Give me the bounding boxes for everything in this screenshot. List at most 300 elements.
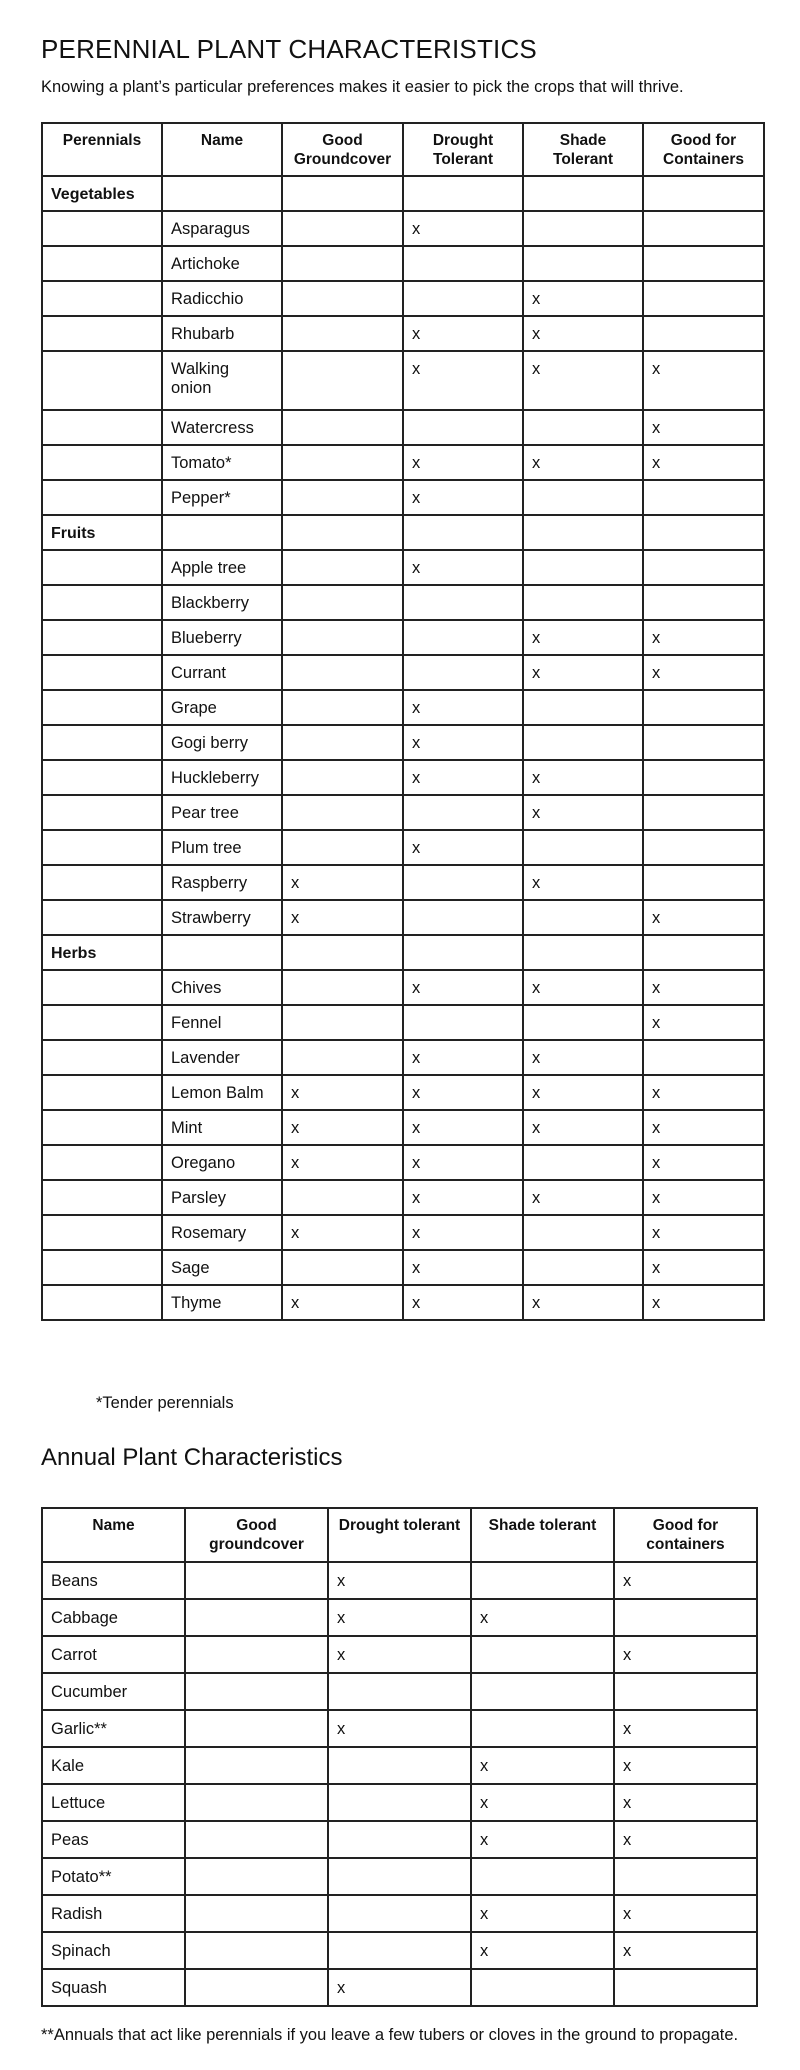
plant-name: Rosemary — [162, 1215, 282, 1250]
groundcover-cell — [282, 1250, 403, 1285]
perennial-table-body — [42, 176, 764, 1320]
shade-cell: x — [471, 1821, 614, 1858]
empty-cell — [282, 515, 403, 550]
groundcover-cell — [282, 1040, 403, 1075]
containers-cell — [643, 316, 764, 351]
shade-cell: x — [523, 1075, 643, 1110]
table-row — [42, 1710, 757, 1747]
table-row — [42, 655, 764, 690]
plant-name: Currant — [162, 655, 282, 690]
containers-cell: x — [643, 1215, 764, 1250]
drought-cell: x — [328, 1562, 471, 1599]
plant-name: Blueberry — [162, 620, 282, 655]
drought-cell: x — [403, 211, 523, 246]
shade-cell: x — [523, 281, 643, 316]
plant-name: Beans — [42, 1562, 185, 1599]
groundcover-cell — [282, 211, 403, 246]
groundcover-cell — [185, 1636, 328, 1673]
drought-cell: x — [403, 351, 523, 410]
containers-cell: x — [643, 1250, 764, 1285]
drought-cell — [403, 865, 523, 900]
containers-cell — [614, 1599, 757, 1636]
perennial-subtitle: Knowing a plant’s particular preferences makes it easier to pick the crops that will thrive. — [41, 78, 684, 96]
plant-name: Squash — [42, 1969, 185, 2006]
containers-cell: x — [643, 900, 764, 935]
containers-cell — [643, 246, 764, 281]
empty-cell — [42, 970, 162, 1005]
drought-cell: x — [403, 1040, 523, 1075]
containers-cell: x — [643, 1145, 764, 1180]
empty-cell — [42, 1110, 162, 1145]
shade-cell — [471, 1969, 614, 2006]
empty-cell — [42, 830, 162, 865]
plant-name: Huckleberry — [162, 760, 282, 795]
column-header: Good for Containers — [643, 123, 764, 176]
drought-cell: x — [403, 480, 523, 515]
empty-cell — [42, 620, 162, 655]
plant-name: Lettuce — [42, 1784, 185, 1821]
plant-name: Strawberry — [162, 900, 282, 935]
plant-name: Blackberry — [162, 585, 282, 620]
containers-cell: x — [643, 410, 764, 445]
shade-cell: x — [523, 1285, 643, 1320]
drought-cell — [403, 795, 523, 830]
groundcover-cell — [282, 281, 403, 316]
table-row — [42, 550, 764, 585]
empty-cell — [42, 1005, 162, 1040]
table-row — [42, 1180, 764, 1215]
drought-cell: x — [328, 1599, 471, 1636]
drought-cell — [403, 585, 523, 620]
containers-cell: x — [643, 351, 764, 410]
shade-cell — [523, 830, 643, 865]
drought-cell — [328, 1858, 471, 1895]
containers-cell: x — [643, 1005, 764, 1040]
table-row — [42, 1932, 757, 1969]
drought-cell: x — [403, 1215, 523, 1250]
shade-cell: x — [471, 1747, 614, 1784]
plant-name: Garlic** — [42, 1710, 185, 1747]
plant-name: Chives — [162, 970, 282, 1005]
shade-cell: x — [523, 865, 643, 900]
containers-cell — [643, 725, 764, 760]
groundcover-cell — [282, 795, 403, 830]
drought-cell: x — [403, 1075, 523, 1110]
shade-cell — [523, 585, 643, 620]
table-row — [42, 1747, 757, 1784]
column-header: Good Groundcover — [282, 123, 403, 176]
containers-cell — [643, 865, 764, 900]
drought-cell: x — [403, 830, 523, 865]
drought-cell: x — [403, 1285, 523, 1320]
groundcover-cell — [282, 585, 403, 620]
containers-cell — [643, 211, 764, 246]
column-header: Good groundcover — [185, 1508, 328, 1562]
plant-name: Peas — [42, 1821, 185, 1858]
shade-cell — [523, 900, 643, 935]
drought-cell: x — [403, 970, 523, 1005]
groundcover-cell — [185, 1673, 328, 1710]
plant-name: Potato** — [42, 1858, 185, 1895]
containers-cell: x — [614, 1784, 757, 1821]
table-row — [42, 1821, 757, 1858]
containers-cell: x — [614, 1747, 757, 1784]
plant-name: Radish — [42, 1895, 185, 1932]
groundcover-cell: x — [282, 865, 403, 900]
table-row — [42, 1145, 764, 1180]
drought-cell: x — [403, 316, 523, 351]
containers-cell: x — [643, 445, 764, 480]
plant-name: Mint — [162, 1110, 282, 1145]
empty-cell — [523, 176, 643, 211]
annual-table-header — [42, 1508, 757, 1562]
containers-cell — [643, 281, 764, 316]
table-row — [42, 795, 764, 830]
plant-name: Walking onion — [162, 351, 282, 410]
plant-name: Gogi berry — [162, 725, 282, 760]
empty-cell — [403, 515, 523, 550]
empty-cell — [42, 351, 162, 410]
containers-cell: x — [643, 1285, 764, 1320]
plant-name: Cucumber — [42, 1673, 185, 1710]
table-row — [42, 445, 764, 480]
empty-cell — [42, 900, 162, 935]
drought-cell: x — [403, 725, 523, 760]
plant-name: Rhubarb — [162, 316, 282, 351]
containers-cell — [614, 1673, 757, 1710]
groundcover-cell — [282, 410, 403, 445]
empty-cell — [403, 935, 523, 970]
column-header: Drought tolerant — [328, 1508, 471, 1562]
empty-cell — [42, 760, 162, 795]
shade-cell: x — [523, 1040, 643, 1075]
containers-cell: x — [614, 1710, 757, 1747]
groundcover-cell — [282, 725, 403, 760]
empty-cell — [282, 935, 403, 970]
annual-table — [41, 1507, 758, 2007]
groundcover-cell — [282, 620, 403, 655]
groundcover-cell — [282, 970, 403, 1005]
drought-cell — [328, 1673, 471, 1710]
containers-cell — [643, 830, 764, 865]
empty-cell — [42, 410, 162, 445]
plant-name: Thyme — [162, 1285, 282, 1320]
containers-cell: x — [614, 1895, 757, 1932]
drought-cell — [403, 246, 523, 281]
containers-cell: x — [643, 1075, 764, 1110]
empty-cell — [162, 176, 282, 211]
category-row — [42, 515, 764, 550]
plant-name: Sage — [162, 1250, 282, 1285]
empty-cell — [162, 515, 282, 550]
groundcover-cell — [185, 1858, 328, 1895]
groundcover-cell — [282, 246, 403, 281]
plant-name: Oregano — [162, 1145, 282, 1180]
plant-name: Artichoke — [162, 246, 282, 281]
empty-cell — [42, 865, 162, 900]
shade-cell: x — [523, 445, 643, 480]
shade-cell: x — [471, 1599, 614, 1636]
empty-cell — [643, 935, 764, 970]
perennial-table — [41, 122, 765, 1321]
table-row — [42, 281, 764, 316]
drought-cell: x — [403, 1180, 523, 1215]
drought-cell: x — [403, 550, 523, 585]
column-header: Name — [162, 123, 282, 176]
plant-name: Plum tree — [162, 830, 282, 865]
containers-cell: x — [643, 1180, 764, 1215]
shade-cell — [471, 1562, 614, 1599]
plant-name: Pepper* — [162, 480, 282, 515]
empty-cell — [403, 176, 523, 211]
empty-cell — [523, 515, 643, 550]
table-row — [42, 900, 764, 935]
shade-cell — [523, 246, 643, 281]
containers-cell: x — [643, 970, 764, 1005]
containers-cell — [643, 585, 764, 620]
empty-cell — [42, 690, 162, 725]
containers-cell: x — [643, 1110, 764, 1145]
plant-name: Radicchio — [162, 281, 282, 316]
shade-cell — [523, 1215, 643, 1250]
drought-cell: x — [403, 1110, 523, 1145]
annual-footnote: **Annuals that act like perennials if you leave a few tubers or cloves in the ground to propagate. — [41, 2026, 739, 2044]
empty-cell — [42, 1145, 162, 1180]
containers-cell — [643, 795, 764, 830]
table-row — [42, 690, 764, 725]
containers-cell — [643, 550, 764, 585]
groundcover-cell — [185, 1710, 328, 1747]
groundcover-cell — [282, 480, 403, 515]
annual-table-body — [42, 1562, 757, 2006]
drought-cell — [403, 900, 523, 935]
groundcover-cell: x — [282, 900, 403, 935]
table-row — [42, 585, 764, 620]
containers-cell: x — [614, 1932, 757, 1969]
groundcover-cell — [282, 690, 403, 725]
shade-cell: x — [471, 1932, 614, 1969]
category-label: Vegetables — [42, 176, 162, 211]
drought-cell — [328, 1821, 471, 1858]
table-row — [42, 410, 764, 445]
table-row — [42, 1969, 757, 2006]
containers-cell — [614, 1969, 757, 2006]
groundcover-cell — [282, 655, 403, 690]
groundcover-cell: x — [282, 1145, 403, 1180]
column-header: Good for containers — [614, 1508, 757, 1562]
drought-cell: x — [328, 1969, 471, 2006]
column-header: Drought Tolerant — [403, 123, 523, 176]
shade-cell: x — [523, 351, 643, 410]
drought-cell — [403, 1005, 523, 1040]
shade-cell: x — [523, 655, 643, 690]
plant-name: Apple tree — [162, 550, 282, 585]
plant-name: Tomato* — [162, 445, 282, 480]
containers-cell: x — [614, 1636, 757, 1673]
shade-cell: x — [523, 1110, 643, 1145]
table-row — [42, 1250, 764, 1285]
empty-cell — [162, 935, 282, 970]
table-row — [42, 1040, 764, 1075]
groundcover-cell — [282, 1180, 403, 1215]
category-row — [42, 935, 764, 970]
shade-cell — [471, 1710, 614, 1747]
empty-cell — [42, 480, 162, 515]
table-row — [42, 970, 764, 1005]
shade-cell: x — [523, 1180, 643, 1215]
table-row — [42, 1895, 757, 1932]
column-header: Perennials — [42, 123, 162, 176]
containers-cell: x — [643, 655, 764, 690]
groundcover-cell: x — [282, 1110, 403, 1145]
drought-cell: x — [403, 690, 523, 725]
containers-cell — [643, 690, 764, 725]
shade-cell — [523, 550, 643, 585]
groundcover-cell — [185, 1895, 328, 1932]
shade-cell: x — [523, 316, 643, 351]
perennial-footnote: *Tender perennials — [96, 1394, 234, 1412]
groundcover-cell: x — [282, 1215, 403, 1250]
table-row — [42, 865, 764, 900]
empty-cell — [42, 585, 162, 620]
category-row — [42, 176, 764, 211]
containers-cell — [614, 1858, 757, 1895]
containers-cell — [643, 480, 764, 515]
shade-cell — [471, 1858, 614, 1895]
empty-cell — [643, 515, 764, 550]
empty-cell — [42, 795, 162, 830]
plant-name: Spinach — [42, 1932, 185, 1969]
containers-cell: x — [643, 620, 764, 655]
groundcover-cell — [185, 1821, 328, 1858]
plant-name: Watercress — [162, 410, 282, 445]
drought-cell — [328, 1747, 471, 1784]
plant-name: Raspberry — [162, 865, 282, 900]
groundcover-cell — [282, 760, 403, 795]
plant-name: Grape — [162, 690, 282, 725]
groundcover-cell — [185, 1969, 328, 2006]
perennial-title: PERENNIAL PLANT CHARACTERISTICS — [41, 34, 537, 64]
shade-cell — [523, 1005, 643, 1040]
plant-name: Parsley — [162, 1180, 282, 1215]
empty-cell — [42, 550, 162, 585]
groundcover-cell — [282, 1005, 403, 1040]
table-row — [42, 351, 764, 410]
empty-cell — [42, 1250, 162, 1285]
empty-cell — [42, 1215, 162, 1250]
drought-cell: x — [403, 1250, 523, 1285]
shade-cell: x — [523, 970, 643, 1005]
table-row — [42, 1215, 764, 1250]
shade-cell: x — [523, 620, 643, 655]
shade-cell — [523, 1145, 643, 1180]
containers-cell: x — [614, 1562, 757, 1599]
shade-cell — [523, 410, 643, 445]
drought-cell — [328, 1784, 471, 1821]
table-row — [42, 1005, 764, 1040]
table-row — [42, 1285, 764, 1320]
table-row — [42, 211, 764, 246]
table-row — [42, 316, 764, 351]
plant-name: Lemon Balm — [162, 1075, 282, 1110]
plant-name: Pear tree — [162, 795, 282, 830]
drought-cell — [403, 655, 523, 690]
drought-cell — [328, 1932, 471, 1969]
category-label: Herbs — [42, 935, 162, 970]
empty-cell — [42, 1285, 162, 1320]
groundcover-cell: x — [282, 1285, 403, 1320]
column-header: Shade tolerant — [471, 1508, 614, 1562]
drought-cell — [403, 620, 523, 655]
shade-cell — [471, 1673, 614, 1710]
column-header: Name — [42, 1508, 185, 1562]
table-row — [42, 1673, 757, 1710]
empty-cell — [42, 655, 162, 690]
drought-cell: x — [403, 445, 523, 480]
groundcover-cell — [282, 550, 403, 585]
containers-cell — [643, 760, 764, 795]
table-row — [42, 1110, 764, 1145]
containers-cell — [643, 1040, 764, 1075]
empty-cell — [643, 176, 764, 211]
table-row — [42, 1636, 757, 1673]
plant-name: Kale — [42, 1747, 185, 1784]
empty-cell — [42, 246, 162, 281]
drought-cell — [328, 1895, 471, 1932]
table-row — [42, 1075, 764, 1110]
perennial-table-header — [42, 123, 764, 176]
annual-title: Annual Plant Characteristics — [41, 1444, 343, 1471]
groundcover-cell — [185, 1747, 328, 1784]
empty-cell — [42, 1075, 162, 1110]
groundcover-cell — [185, 1599, 328, 1636]
table-row — [42, 620, 764, 655]
empty-cell — [42, 725, 162, 760]
empty-cell — [42, 445, 162, 480]
table-row — [42, 760, 764, 795]
shade-cell — [523, 725, 643, 760]
shade-cell — [523, 480, 643, 515]
empty-cell — [42, 281, 162, 316]
table-row — [42, 1599, 757, 1636]
plant-name: Lavender — [162, 1040, 282, 1075]
drought-cell — [403, 410, 523, 445]
empty-cell — [523, 935, 643, 970]
header-row — [42, 123, 764, 176]
shade-cell — [523, 211, 643, 246]
table-row — [42, 1562, 757, 1599]
shade-cell — [471, 1636, 614, 1673]
category-label: Fruits — [42, 515, 162, 550]
table-row — [42, 1784, 757, 1821]
plant-name: Carrot — [42, 1636, 185, 1673]
empty-cell — [282, 176, 403, 211]
drought-cell: x — [328, 1636, 471, 1673]
groundcover-cell — [282, 445, 403, 480]
table-row — [42, 480, 764, 515]
plant-name: Fennel — [162, 1005, 282, 1040]
drought-cell: x — [403, 1145, 523, 1180]
drought-cell: x — [328, 1710, 471, 1747]
groundcover-cell — [282, 316, 403, 351]
groundcover-cell — [282, 351, 403, 410]
groundcover-cell — [185, 1784, 328, 1821]
empty-cell — [42, 1040, 162, 1075]
empty-cell — [42, 316, 162, 351]
groundcover-cell: x — [282, 1075, 403, 1110]
shade-cell: x — [471, 1895, 614, 1932]
plant-name: Cabbage — [42, 1599, 185, 1636]
